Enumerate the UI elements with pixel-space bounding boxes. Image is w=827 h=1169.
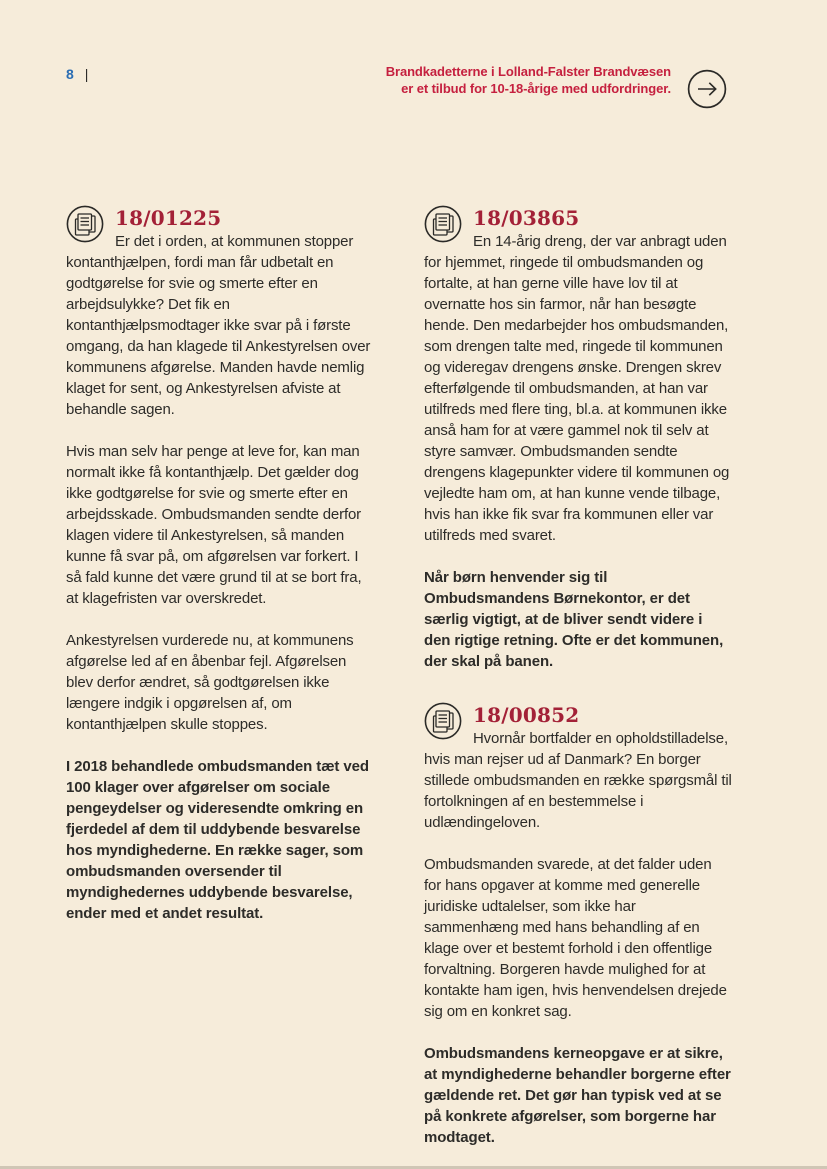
- case-number: 18/03865: [473, 206, 580, 230]
- document-icon: [424, 205, 473, 249]
- page-number: 8: [66, 66, 74, 82]
- case-section: [424, 205, 732, 672]
- case-section: [424, 702, 732, 1148]
- page-number-group: [66, 64, 88, 82]
- case-number: 18/00852: [473, 703, 580, 727]
- case-takeaway: Ombudsmandens kerneopgave er at sikre, at myndighederne behandler borgerne efter gældende ret. Det gør han typisk ved at se på konkrete afgørelser, som borgerne har modtaget.: [424, 1045, 731, 1146]
- case-paragraph: Hvornår bortfalder en opholdstilladelse, hvis man rejser ud af Danmark? En borger stillede ombudsmanden en række spørgsmål til fortolkningen af en bestemmelse i udlændingeloven.: [424, 730, 732, 831]
- page-header: [66, 64, 727, 109]
- right-column: [424, 205, 732, 1148]
- page-number-separator: |: [84, 66, 89, 82]
- content-columns: [66, 205, 732, 1148]
- case-paragraph: Ombudsmanden svarede, at det falder uden for hans opgaver at komme med generelle juridiske udtalelser, som ikke har sammenhæng med hans behandling af en klage over et bestemt forhold i den offentlige forvaltning. Borgeren havde mulighed for at kontakte ham igen, hvis henvendelsen drejede sig om en konkret sag.: [424, 856, 727, 1020]
- arrow-right-icon[interactable]: [687, 69, 727, 109]
- case-takeaway: I 2018 behandlede ombudsmanden tæt ved 100 klager over afgørelser om sociale pengeydelser og videresendte omkring en fjerdedel af dem til uddybende besvarelse hos myndighederne. En række sager, som ombudsmanden oversender til myndighedernes uddybende besvarelse, ender med et andet resultat.: [66, 758, 369, 922]
- case-number: 18/01225: [115, 206, 222, 230]
- case-paragraph: Hvis man selv har penge at leve for, kan man normalt ikke få kontanthjælp. Det gælder dog ikke godtgørelse for svie og smerte efter en arbejdsskade. Ombudsmanden sendte derfor klagen videre til Ankestyrelsen, så manden kunne få svar på, om afgørelsen var forkert. I så fald kunne det være grund til at se bort fra, at klagefristen var overskredet.: [66, 443, 362, 607]
- document-icon: [424, 702, 473, 746]
- left-column: [66, 205, 374, 1148]
- margin-note-group: [379, 64, 727, 109]
- case-paragraph: En 14-årig dreng, der var anbragt uden for hjemmet, ringede til ombudsmanden og fortalte, at han gerne ville have lov til at overnatte hos sin farmor, når han besøgte hende. Den medarbejder hos ombudsmanden, som drengen talte med, ringede til kommunen og videregav drengens ønske. Drengen skrev efterfølgende til ombudsmanden, at han var utilfreds med flere ting, bl.a. at kommunen ikke anså ham for at være gammel nok til selv at styre samvær. Ombudsmanden sendte drengens klagepunkter videre til kommunen og vejledte ham om, at han kunne vende tilbage, hvis han ikke fik svar fra kommunen eller var utilfreds med svaret.: [424, 233, 730, 544]
- case-section: [66, 205, 374, 924]
- case-paragraph: Ankestyrelsen vurderede nu, at kommunens afgørelse led af en åbenbar fejl. Afgørelsen blev derfor ændret, så godtgørelsen ikke længere indgik i opgørelsen af, om kontanthjælpen skulle stoppes.: [66, 632, 354, 733]
- document-icon: [66, 205, 115, 249]
- case-paragraph: Er det i orden, at kommunen stopper kontanthjælpen, fordi man får udbetalt en godtgørelse for svie og smerte efter en arbejdsulykke? Det fik en kontanthjælpsmodtager ikke svar på i første omgang, da han klagede til Ankestyrelsen over kommunens afgørelse. Manden havde nemlig klaget for sent, og Ankestyrelsen afviste at behandle sagen.: [66, 233, 371, 418]
- case-takeaway: Når børn henvender sig til Ombudsmandens Børnekontor, er det særlig vigtigt, at de bliver sendt videre i den rigtige retning. Ofte er det kommunen, der skal på banen.: [424, 569, 724, 670]
- margin-note: Brandkadetterne i Lolland-Falster Brandvæsen er et tilbud for 10-18-årige med udfordringer.: [385, 64, 671, 96]
